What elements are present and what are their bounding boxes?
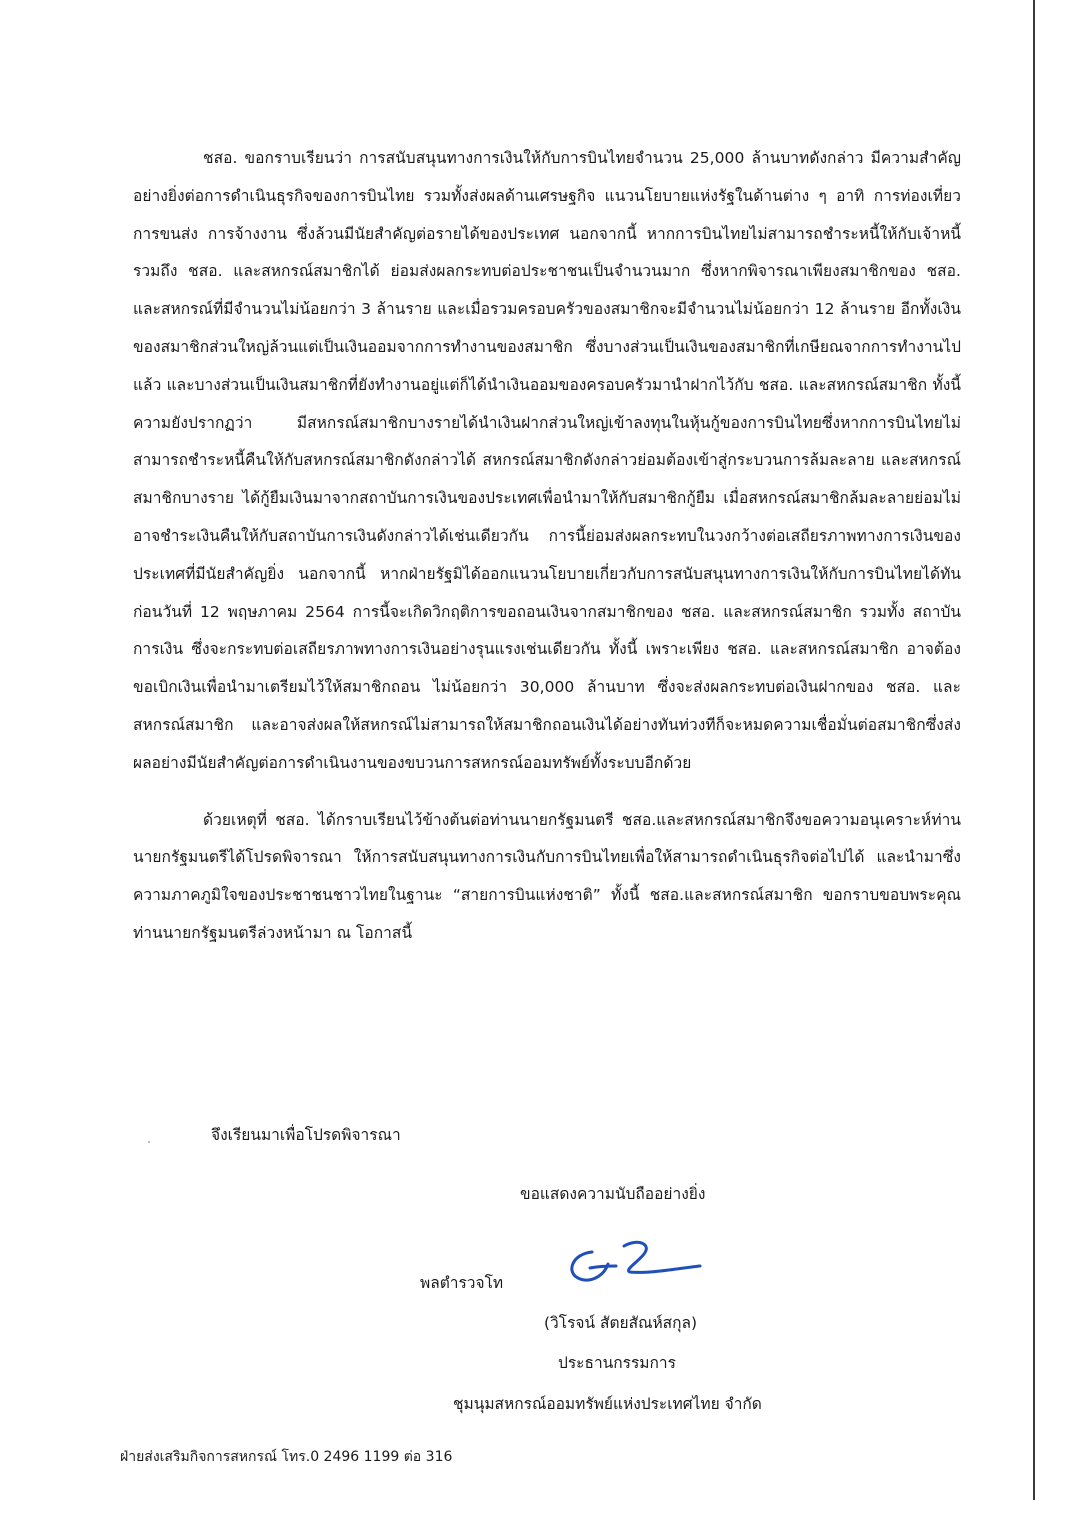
signer-position: ประธานกรรมการ: [558, 1354, 676, 1372]
signature-mark: [560, 1236, 710, 1296]
page-edge-line: [1033, 0, 1035, 1500]
footer-contact: ฝ่ายส่งเสริมกิจการสหกรณ์ โทร.0 2496 1199 ต่อ 316: [120, 1449, 453, 1465]
regards-line: ขอแสดงความนับถืออย่างยิ่ง: [520, 1185, 706, 1203]
signer-rank: พลตำรวจโท: [420, 1274, 504, 1292]
letter-body: [133, 140, 961, 953]
signer-name: (วิโรจน์ สัตยสัณห์สกุล): [544, 1314, 698, 1332]
scan-speck: [148, 1141, 150, 1143]
body-paragraph-1: ชสอ. ขอกราบเรียนว่า การสนับสนุนทางการเงินให้กับการบินไทยจำนวน 25,000 ล้านบาทดังกล่าว มีความสำคัญอย่างยิ่งต่อการดำเนินธุรกิจของการบินไทย รวมทั้งส่งผลด้านเศรษฐกิจ แนวนโยบายแห่งรัฐในด้านต่าง ๆ อาทิ การท่องเที่ยว การขนส่ง การจ้างงาน ซึ่งล้วนมีนัยสำคัญต่อรายได้ของประเทศ นอกจากนี้ หากการบินไทยไม่สามารถชำระหนี้ให้กับเจ้าหนี้ รวมถึง ชสอ. และสหกรณ์สมาชิกได้ ย่อมส่งผลกระทบต่อประชาชนเป็นจำนวนมาก ซึ่งหากพิจารณาเพียงสมาชิกของ ชสอ. และสหกรณ์ที่มีจำนวนไม่น้อยกว่า 3 ล้านราย และเมื่อรวมครอบครัวของสมาชิกจะมีจำนวนไม่น้อยกว่า 12 ล้านราย อีกทั้งเงินของสมาชิกส่วนใหญ่ล้วนแต่เป็นเงินออมจากการทำงานของสมาชิก ซึ่งบางส่วนเป็นเงินของสมาชิกที่เกษียณจากการทำงานไปแล้ว และบางส่วนเป็นเงินสมาชิกที่ยังทำงานอยู่แต่ก็ได้นำเงินออมของครอบครัวมานำฝากไว้กับ ชสอ. และสหกรณ์สมาชิก ทั้งนี้ ความยังปรากฏว่า มีสหกรณ์สมาชิกบางรายได้นำเงินฝากส่วนใหญ่เข้าลงทุนในหุ้นกู้ของการบินไทยซึ่งหากการบินไทยไม่สามารถชำระหนี้คืนให้กับสหกรณ์สมาชิกดังกล่าวได้ สหกรณ์สมาชิกดังกล่าวย่อมต้องเข้าสู่กระบวนการล้มละลาย และสหกรณ์สมาชิกบางราย ได้กู้ยืมเงินมาจากสถาบันการเงินของประเทศเพื่อนำมาให้กับสมาชิกกู้ยืม เมื่อสหกรณ์สมาชิกล้มละลายย่อมไม่อาจชำระเงินคืนให้กับสถาบันการเงินดังกล่าวได้เช่นเดียวกัน การนี้ย่อมส่งผลกระทบในวงกว้างต่อเสถียรภาพทางการเงินของประเทศที่มีนัยสำคัญยิ่ง นอกจากนี้ หากฝ่ายรัฐมิได้ออกแนวนโยบายเกี่ยวกับการสนับสนุนทางการเงินให้กับการบินไทยได้ทันก่อนวันที่ 12 พฤษภาคม 2564 การนี้จะเกิดวิกฤติการขอถอนเงินจากสมาชิกของ ชสอ. และสหกรณ์สมาชิก รวมทั้ง สถาบันการเงิน ซึ่งจะกระทบต่อเสถียรภาพทางการเงินอย่างรุนแรงเช่นเดียวกัน ทั้งนี้ เพราะเพียง ชสอ. และสหกรณ์สมาชิก อาจต้องขอเบิกเงินเพื่อนำมาเตรียมไว้ให้สมาชิกถอน ไม่น้อยกว่า 30,000 ล้านบาท ซึ่งจะส่งผลกระทบต่อเงินฝากของ ชสอ. และสหกรณ์สมาชิก และอาจส่งผลให้สหกรณ์ไม่สามารถให้สมาชิกถอนเงินได้อย่างทันท่วงทีก็จะหมดความเชื่อมั่นต่อสมาชิกซึ่งส่งผลอย่างมีนัยสำคัญต่อการดำเนินงานของขบวนการสหกรณ์ออมทรัพย์ทั้งระบบอีกด้วย: [133, 149, 961, 772]
body-paragraph-2: ด้วยเหตุที่ ชสอ. ได้กราบเรียนไว้ข้างต้นต่อท่านนายกรัฐมนตรี ชสอ.และสหกรณ์สมาชิกจึงขอความอนุเคราะห์ท่านนายกรัฐมนตรีได้โปรดพิจารณา ให้การสนับสนุนทางการเงินกับการบินไทยเพื่อให้สามารถดำเนินธุรกิจต่อไปได้ และนำมาซึ่งความภาคภูมิใจของประชาชนชาวไทยในฐานะ “สายการบินแห่งชาติ” ทั้งนี้ ชสอ.และสหกรณ์สมาชิก ขอกราบขอบพระคุณท่านนายกรัฐมนตรีล่วงหน้ามา ณ โอกาสนี้: [133, 810, 961, 942]
organization-name: ชุมนุมสหกรณ์ออมทรัพย์แห่งประเทศไทย จำกัด: [453, 1395, 762, 1413]
closing-line: จึงเรียนมาเพื่อโปรดพิจารณา: [211, 1126, 401, 1144]
